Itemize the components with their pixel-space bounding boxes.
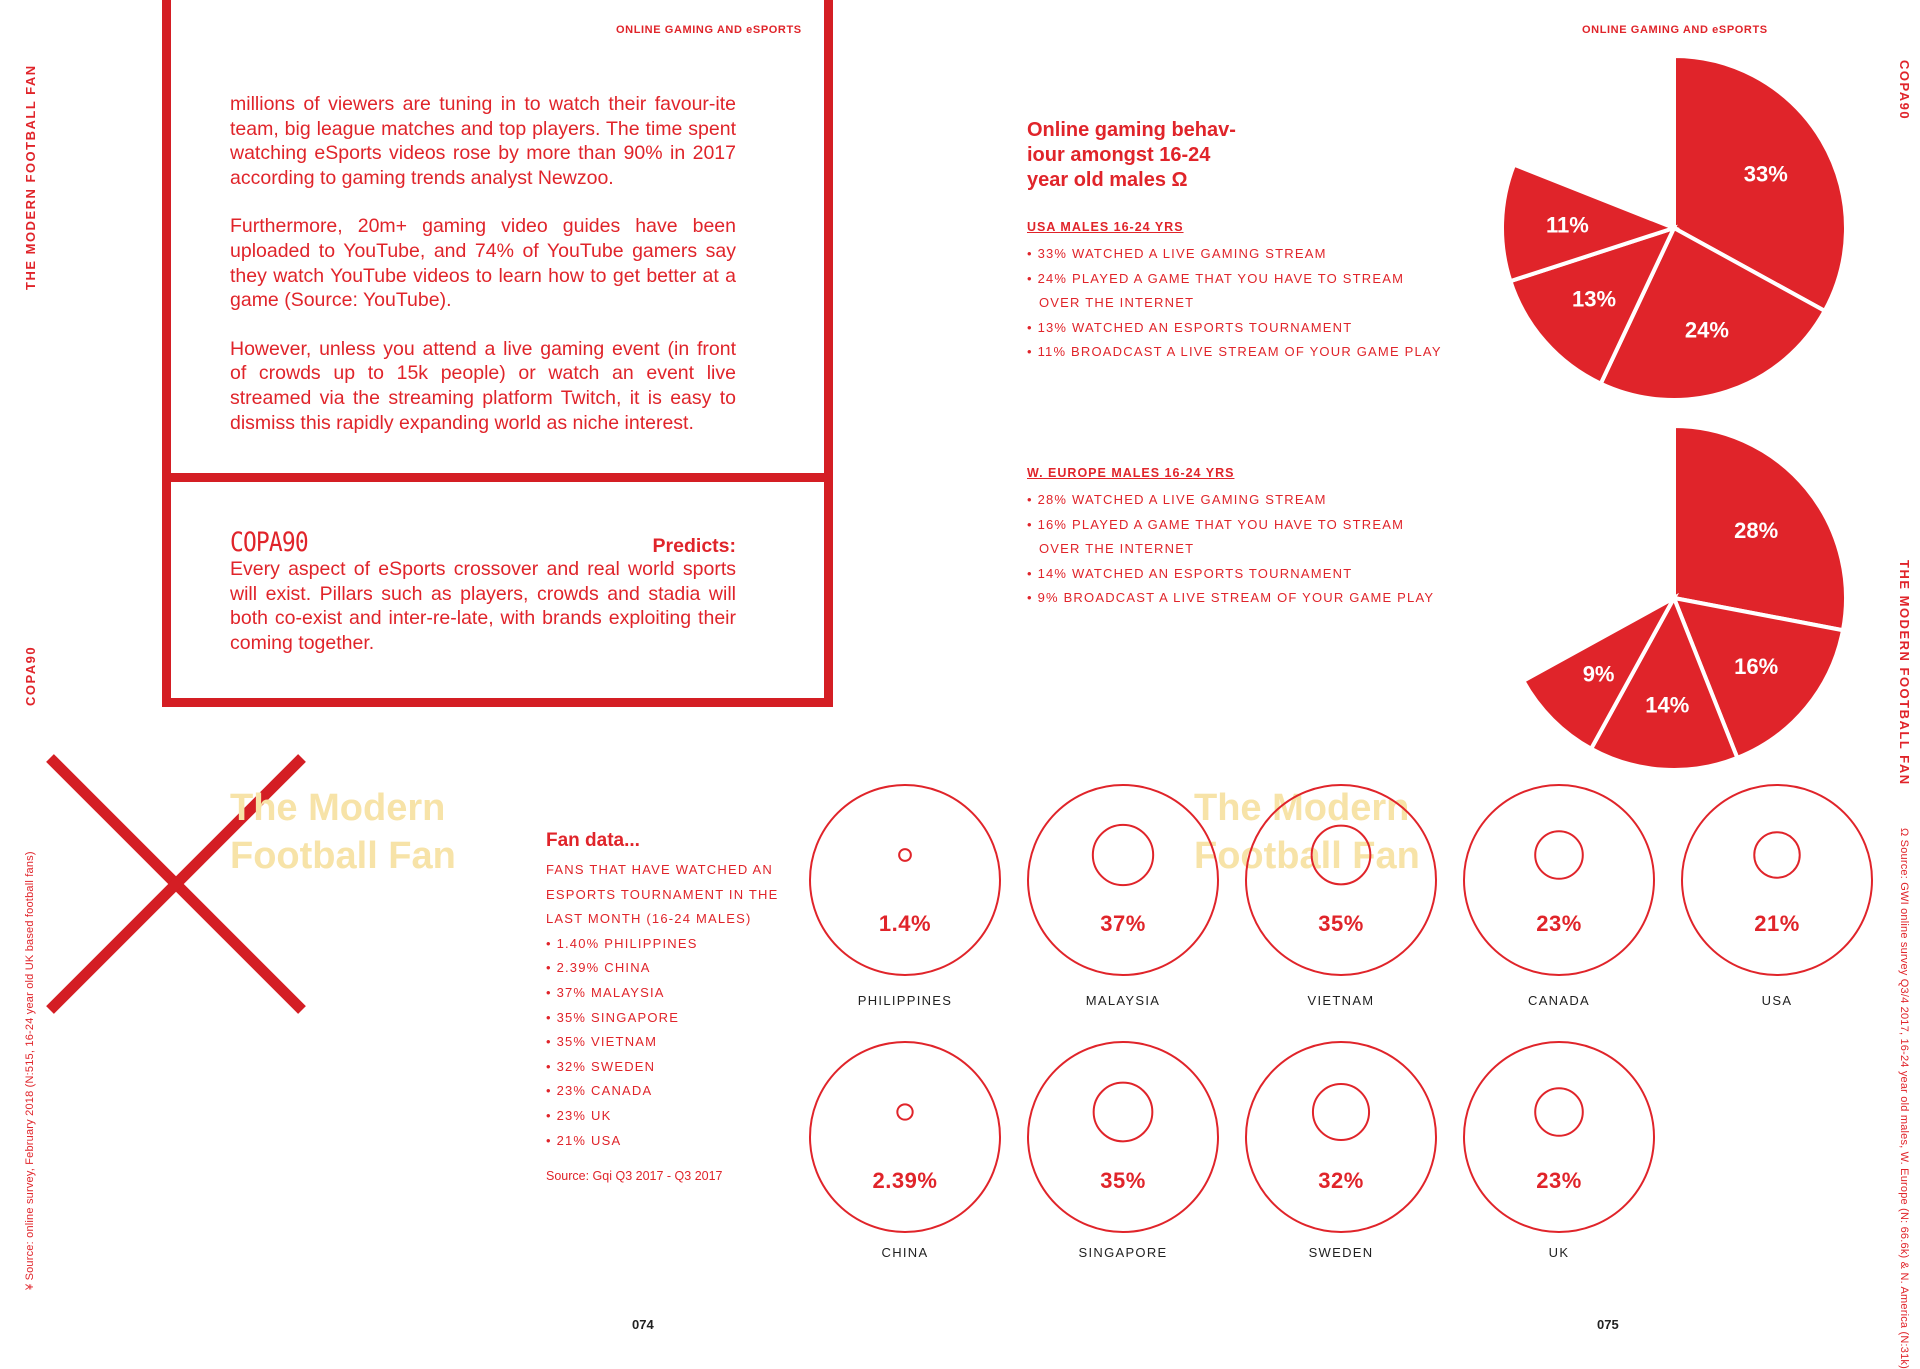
- watermark-line: The Modern: [230, 787, 446, 829]
- donut-outer-ring: [1028, 1042, 1218, 1232]
- page-number-left: 074: [632, 1317, 654, 1332]
- list-item: • 35% VIETNAM: [546, 1034, 658, 1050]
- country-label: SWEDEN: [1308, 1245, 1374, 1260]
- country-label: PHILIPPINES: [857, 993, 953, 1008]
- pie-slice-label: 16%: [1734, 653, 1779, 679]
- donut-value-ring: [1535, 831, 1583, 879]
- list-item: OVER THE INTERNET: [1039, 295, 1195, 311]
- fan-data-source: Source: Gqi Q3 2017 - Q3 2017: [546, 1169, 723, 1184]
- donut-value-label: 35%: [1318, 911, 1364, 936]
- article-body: [230, 92, 736, 459]
- donut-chart: [1026, 783, 1220, 977]
- donut-outer-ring: [810, 1042, 1000, 1232]
- donut-value-label: 37%: [1100, 911, 1146, 936]
- list-item: • 21% USA: [546, 1132, 622, 1148]
- list-item: • 24% PLAYED A GAME THAT YOU HAVE TO STREAM: [1027, 270, 1405, 286]
- list-item: • 23% UK: [546, 1107, 612, 1123]
- donut-value-label: 35%: [1100, 1168, 1146, 1193]
- country-label: VIETNAM: [1307, 993, 1375, 1008]
- donut-outer-ring: [1246, 785, 1436, 975]
- fan-data-title: Fan data...: [546, 830, 640, 851]
- donut-value-ring: [1535, 1088, 1583, 1136]
- donut-value-label: 32%: [1318, 1168, 1364, 1193]
- donut-chart: [808, 783, 1002, 977]
- donut-outer-ring: [810, 785, 1000, 975]
- behaviour-title-line: year old males Ω: [1027, 169, 1188, 191]
- list-item: OVER THE INTERNET: [1039, 541, 1195, 557]
- list-item: • 28% WATCHED A LIVE GAMING STREAM: [1027, 492, 1327, 507]
- behaviour-title: [1027, 118, 1236, 193]
- list-item: • 2.39% CHINA: [546, 960, 651, 976]
- usa-stats: [1027, 220, 1442, 365]
- pie-slice-label: 13%: [1571, 286, 1617, 312]
- list-item: • 16% PLAYED A GAME THAT YOU HAVE TO STREAM: [1027, 516, 1405, 532]
- donut-chart: [1462, 783, 1656, 977]
- list-item: • 37% MALAYSIA: [546, 984, 665, 1000]
- donut-value-ring: [1093, 825, 1153, 885]
- page-number-right: 075: [1597, 1317, 1619, 1332]
- donut-outer-ring: [1464, 1042, 1654, 1232]
- donut-value-ring: [899, 849, 911, 861]
- side-label-title-left: THE MODERN FOOTBALL FAN: [23, 64, 38, 290]
- country-label: SINGAPORE: [1078, 1245, 1168, 1260]
- watermark-left: [230, 784, 456, 880]
- donut-outer-ring: [1246, 1042, 1436, 1232]
- pie-slice-label: 11%: [1545, 212, 1589, 238]
- eu-stats: [1027, 466, 1434, 611]
- side-label-title-right: THE MODERN FOOTBALL FAN: [1897, 560, 1912, 786]
- donut-outer-ring: [1682, 785, 1872, 975]
- list-item: • 14% WATCHED AN ESPORTS TOURNAMENT: [1027, 565, 1353, 581]
- list-item: • 13% WATCHED AN ESPORTS TOURNAMENT: [1027, 319, 1353, 335]
- pie-slice-label: 24%: [1684, 317, 1729, 343]
- country-label: UK: [1548, 1245, 1570, 1260]
- pie-slice-label: 14%: [1645, 692, 1690, 718]
- list-item: • 35% SINGAPORE: [546, 1009, 680, 1025]
- donut-outer-ring: [1028, 785, 1218, 975]
- list-item: • 23% CANADA: [546, 1083, 653, 1099]
- side-source-right: Ω Source: GWI online survey Q3/4 2017, 16-24 year old males, W. Europe (N: 66.6k) & N. America (N:31k): [1898, 828, 1910, 1369]
- list-item: • 1.40% PHILIPPINES: [546, 935, 698, 951]
- donut-chart: [1244, 783, 1438, 977]
- pie-slice-label: 9%: [1582, 661, 1615, 687]
- side-label-copa90-right: COPA90: [1897, 60, 1912, 121]
- article-paragraph: However, unless you attend a live gaming event (in front of crowds up to 15k people) or watch an event live streamed via the streaming platform Twitch, it is easy to dismiss this rapidly expanding world as niche interest.: [230, 337, 736, 434]
- list-item: • 9% BROADCAST A LIVE STREAM OF YOUR GAME PLAY: [1027, 590, 1435, 606]
- side-source-left: ¥ Source: online survey, February 2018 (N:515, 16-24 year old UK based football fans): [24, 851, 36, 1290]
- copa90-logo: COPA90: [230, 527, 308, 558]
- fan-data-line: LAST MONTH (16-24 MALES): [546, 911, 752, 927]
- donut-value-ring: [897, 1104, 912, 1119]
- pie-slice-label: 33%: [1743, 161, 1788, 187]
- eu-heading: W. EUROPE MALES 16-24 YRS: [1027, 466, 1235, 480]
- fan-data-line: FANS THAT HAVE WATCHED AN: [546, 862, 773, 877]
- list-item: • 33% WATCHED A LIVE GAMING STREAM: [1027, 246, 1327, 261]
- running-head-left: ONLINE GAMING AND eSPORTS: [616, 24, 802, 36]
- donut-chart: [808, 1040, 1002, 1234]
- donut-chart: [1026, 1040, 1220, 1234]
- country-label: CHINA: [881, 1245, 929, 1260]
- donut-value-label: 21%: [1754, 911, 1800, 936]
- donut-value-ring: [1754, 832, 1799, 877]
- donut-value-label: 23%: [1536, 1168, 1582, 1193]
- donut-value-label: 1.4%: [878, 911, 932, 936]
- donut-value-label: 2.39%: [872, 1168, 938, 1193]
- country-label: USA: [1761, 993, 1793, 1008]
- behaviour-title-line: iour amongst 16-24: [1027, 144, 1211, 166]
- watermark-line: Football Fan: [230, 835, 456, 877]
- country-label: CANADA: [1528, 993, 1590, 1008]
- watermark-line: The Modern: [1194, 787, 1410, 829]
- behaviour-title-line: Online gaming behav-: [1027, 119, 1236, 141]
- fan-data-line: ESPORTS TOURNAMENT IN THE: [546, 886, 779, 902]
- country-label: MALAYSIA: [1085, 993, 1161, 1008]
- article-paragraph: Furthermore, 20m+ gaming video guides have been uploaded to YouTube, and 74% of YouTube gamers say they watch YouTube videos to learn how to get better at a game (Source: YouTube).: [230, 215, 736, 312]
- donut-outer-ring: [1464, 785, 1654, 975]
- usa-heading: USA MALES 16-24 YRS: [1027, 220, 1184, 234]
- predicts-text: Every aspect of eSports crossover and real world sports will exist. Pillars such as players, crowds and stadia will both co-exist and inter-re-late, with brands exploiting their coming together.: [230, 558, 736, 654]
- eu-pie-chart: [1480, 410, 1860, 790]
- article-paragraph: millions of viewers are tuning in to watch their favour-ite team, big league matches and top players. The time spent watching eSports videos rose by more than 90% in 2017 according to gaming trends analyst Newzoo.: [230, 93, 736, 189]
- running-head-right: ONLINE GAMING AND eSPORTS: [1582, 24, 1768, 36]
- donut-value-ring: [1094, 1083, 1153, 1142]
- predicts-section: [230, 527, 736, 679]
- donut-value-ring: [1313, 1084, 1369, 1140]
- donut-chart: [1244, 1040, 1438, 1234]
- usa-pie-chart: [1480, 40, 1860, 420]
- pie-slice-label: 28%: [1734, 518, 1779, 544]
- list-item: • 32% SWEDEN: [546, 1058, 656, 1074]
- donut-chart: [1462, 1040, 1656, 1234]
- fan-data: [546, 830, 779, 1183]
- watermark-line: Football Fan: [1194, 835, 1420, 877]
- donut-chart: [1680, 783, 1874, 977]
- predicts-label: Predicts:: [652, 535, 736, 557]
- donut-value-ring: [1312, 826, 1371, 885]
- donut-value-label: 23%: [1536, 911, 1582, 936]
- list-item: • 11% BROADCAST A LIVE STREAM OF YOUR GAME PLAY: [1027, 344, 1442, 360]
- side-label-copa90-left: COPA90: [23, 645, 38, 706]
